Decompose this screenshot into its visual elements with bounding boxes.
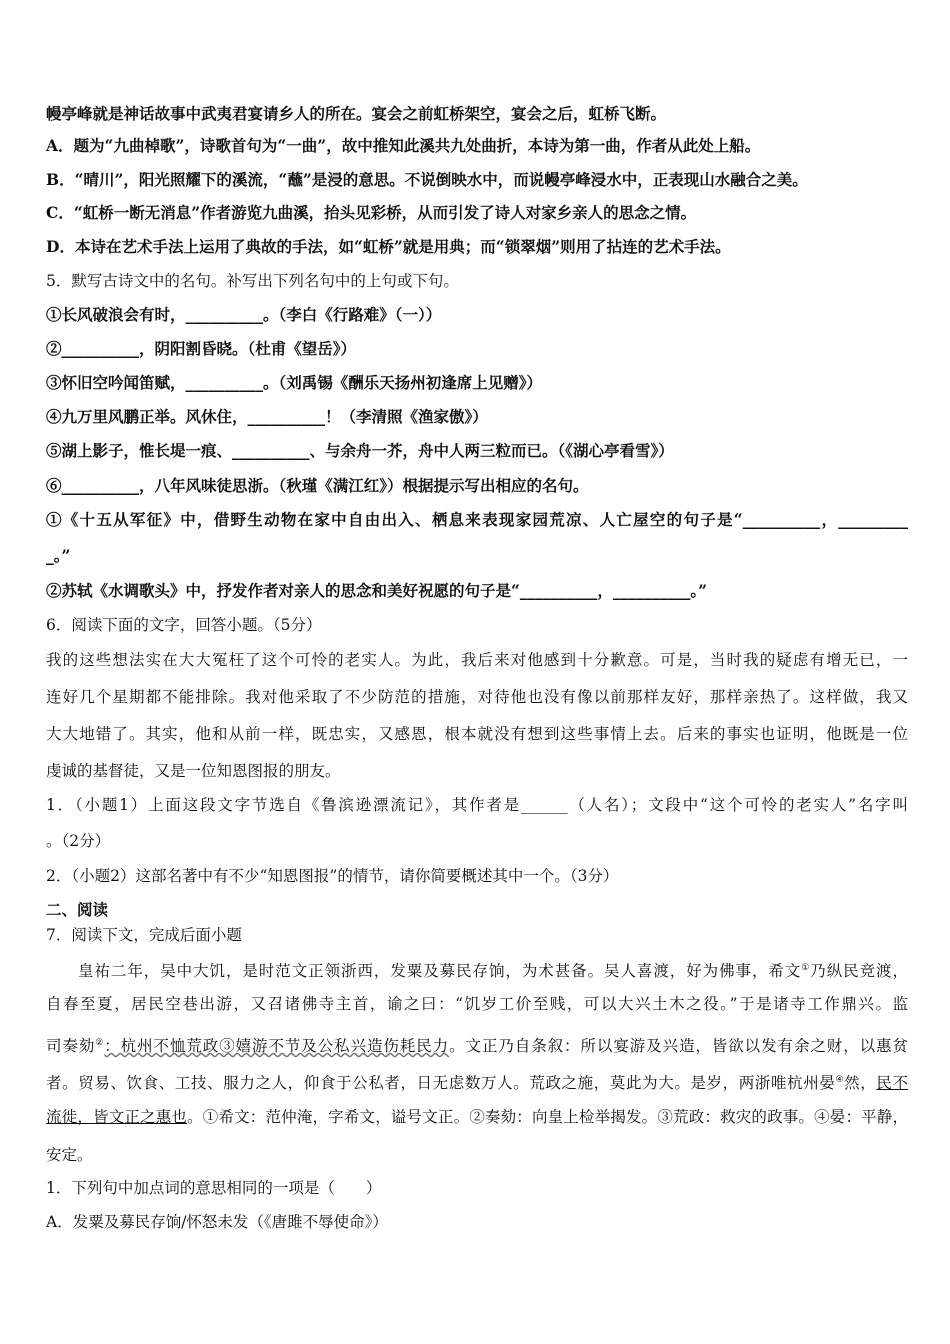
q5-sub2: ②苏轼《水调歌头》中，抒发作者对亲人的思念和美好祝愿的句子是“__________，__________。” (46, 581, 708, 600)
q7-question-1: 1．下列句中加点词的意思相同的一项是（ ） (46, 1179, 382, 1197)
q5-item: ⑤湖上影子，惟长堤一痕、__________、与余舟一芥，舟中人两三粒而已。（《湖心亭看雪》） (46, 441, 674, 460)
underlined-text: 民不 (876, 1074, 908, 1093)
q7-option-a[interactable]: A．发粟及募民存饷/怀怒未发（《唐雎不辱使命》） (46, 1213, 388, 1231)
section-heading: 二、阅读 (46, 900, 109, 919)
q5-item: ④九万里风鹏正举。风休住，__________！（李清照《渔家傲》） (46, 407, 488, 426)
q6-passage-line: 虔诚的基督徒，又是一位知恩图报的朋友。 (46, 762, 341, 780)
q5-item: ⑥__________，八年风味徒思浙。（秋瑾《满江红》）根据提示写出相应的名句。 (46, 476, 589, 495)
q6-passage-line: 大大地错了。其实，他和从前一样，既忠实，又感恩，根本就没有想到这些事情上去。后来的事实也证明，他既是一位 (46, 725, 908, 743)
q4-option-c[interactable]: C．“虹桥一断无消息”作者游览九曲溪，抬头见彩桥，从而引发了诗人对家乡亲人的思念之情。 (46, 203, 697, 222)
text: 乃纵民竞渡， (810, 962, 908, 981)
footnote-mark: ① (801, 963, 811, 973)
q7-passage-line: 安定。 (46, 1146, 93, 1164)
q4-intro: 幔亭峰就是神话故事中武夷君宴请乡人的所在。宴会之前虹桥架空，宴会之后，虹桥飞断。 (46, 104, 667, 123)
q7-passage-line: 自春至夏，居民空巷出游，又召诸佛寺主首，谕之曰：“饥岁工价至贱，可以大兴土木之役。”于是诸寺工作鼎兴。监 (46, 995, 908, 1013)
q5-item: ③怀旧空吟闻笛赋，__________。（刘禹锡《酬乐天扬州初逢席上见赠》） (46, 373, 543, 392)
text: 然， (844, 1074, 877, 1093)
text: 。①希文：范仲淹，字希文，谥号文正。②奏劾：向皇上检举揭发。③荒政：救灾的政事。④晏：平静， (187, 1108, 908, 1126)
q4-option-d[interactable]: D．本诗在艺术手法上运用了典故的手法，如“虹桥”就是用典；而“锁翠烟”则用了拈连的艺术手法。 (46, 237, 731, 256)
q6-passage-line: 我的这些想法实在大大冤枉了这个可怜的老实人。为此，我后来对他感到十分歉意。可是，当时我的疑虑有增无已，一 (46, 651, 908, 669)
text: 司奏劾 (46, 1037, 96, 1056)
q5-title: 5．默写古诗文中的名句。补写出下列名句中的上句或下句。 (46, 272, 459, 290)
q6-sub1-cont: 。（2分） (46, 832, 111, 850)
text: 皇祐二年，吴中大饥，是时范文正领浙西，发粟及募民存饷，为术甚备。吴人喜渡，好为佛事，希文 (78, 962, 802, 981)
q6-title: 6．阅读下面的文字，回答小题。（5分） (46, 616, 322, 634)
q5-item: ②__________，阴阳割昏晓。（杜甫《望岳》） (46, 339, 357, 358)
footnote-mark: ② (95, 1038, 105, 1048)
underlined-text: ：杭州不恤荒政③嬉游不节及公私兴造伤耗民力 (104, 1037, 450, 1056)
q7-passage-line (46, 1069, 908, 1094)
q5-sub1: ①《十五从军征》中，借野生动物在家中自由出入、栖息来表现家园荒凉、人亡屋空的句子是“__________，_________ (46, 510, 908, 529)
underlined-text: 流徙，皆文正之惠也 (46, 1108, 188, 1126)
q6-sub2: 2．（小题2）这部名著中有不少“知恩图报”的情节，请你简要概述其中一个。（3分） (46, 867, 619, 885)
q7-passage-line (46, 1106, 908, 1128)
q7-passage-line (78, 957, 908, 982)
footnote-mark: ④ (835, 1075, 845, 1085)
q5-item: ①长风破浪会有时，__________。（李白《行路难》（一）） (46, 305, 442, 324)
q4-option-b[interactable]: B．“晴川”，阳光照耀下的溪流，“蘸”是浸的意思。不说倒映水中，而说幔亭峰浸水中，正表现山水融合之美。 (46, 170, 808, 189)
q6-passage-line: 连好几个星期都不能排除。我对他采取了不少防范的措施，对待他也没有像以前那样友好，那样亲热了。这样做，我又 (46, 688, 908, 706)
text: 。文正乃自条叙：所以宴游及兴造，皆欲以发有余之财，以惠贫 (449, 1037, 908, 1056)
q6-sub1: 1．（小题1）上面这段文字节选自《鲁滨逊漂流记》，其作者是______（人名）；文段中“这个可怜的老实人”名字叫 (46, 796, 908, 814)
q4-option-a[interactable]: A．题为“九曲棹歌”，诗歌首句为“一曲”，故中推知此溪共九处曲折，本诗为第一曲，作者从此处上船。 (46, 136, 761, 155)
q7-title: 7．阅读下文，完成后面小题 (46, 926, 242, 944)
text: 者。贸易、饮食、工技、服力之人，仰食于公私者，日无虑数万人。荒政之施，莫此为大。是岁，两浙唯杭州晏 (46, 1074, 836, 1093)
q7-passage-line (46, 1032, 908, 1057)
q5-sub1-cont: _。” (46, 546, 71, 565)
